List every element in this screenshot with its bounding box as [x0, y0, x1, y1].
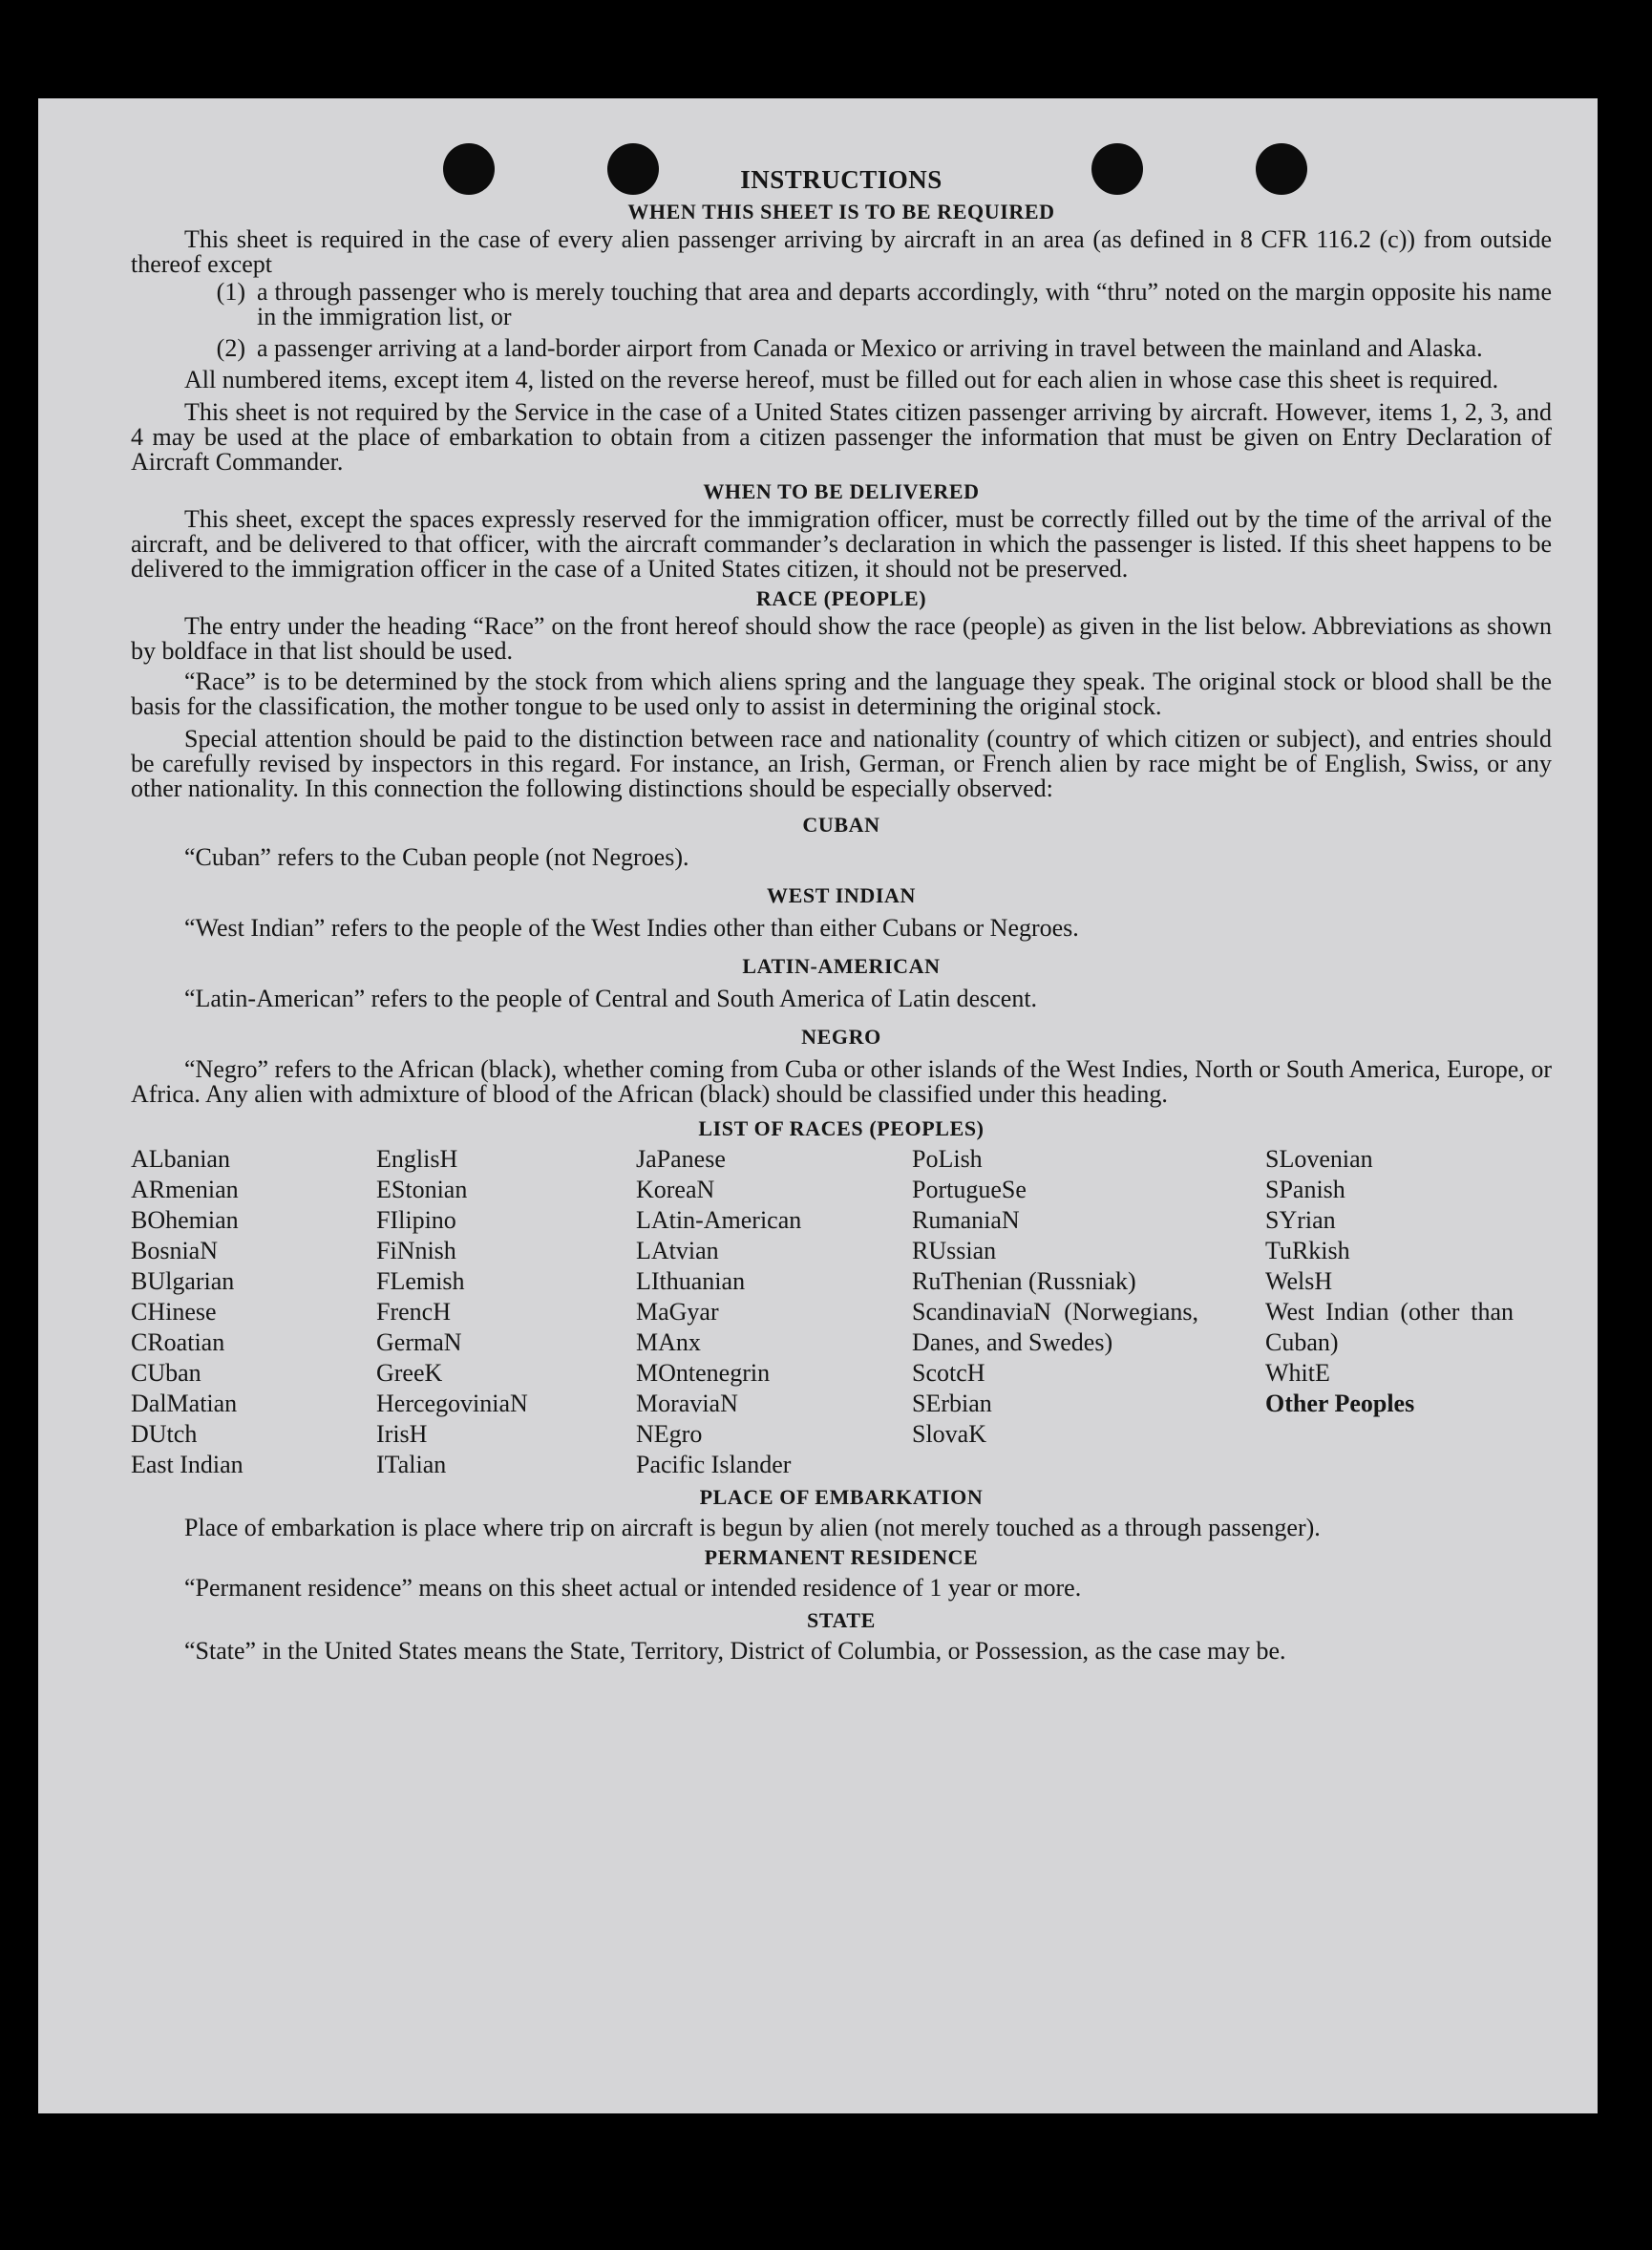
- race-column: [912, 1144, 1198, 1480]
- heading-west-indian: WEST INDIAN: [767, 883, 916, 907]
- heading-latin-american: LATIN-AMERICAN: [742, 954, 941, 978]
- race-entry: East Indian: [131, 1451, 244, 1478]
- race-entry: EStonian: [376, 1176, 468, 1203]
- race-entry: FrencH: [376, 1298, 451, 1326]
- item-text: a through passenger who is merely touching that area and departs accordingly, with “thru” noted on the margin opposite his name in the immigration list, or: [257, 278, 1552, 330]
- instructions-body: [131, 165, 1552, 1666]
- heading-residence: PERMANENT RESIDENCE: [704, 1545, 979, 1569]
- race-entry: CHinese: [131, 1298, 217, 1326]
- race-entry: NEgro: [636, 1420, 703, 1448]
- numbered-item: [131, 280, 1552, 329]
- race-entry: HercegoviniaN: [376, 1390, 528, 1417]
- race-entry: PoLish: [912, 1145, 983, 1173]
- race-entry: CRoatian: [131, 1328, 225, 1356]
- race-entry: ALbanian: [131, 1145, 230, 1173]
- paragraph-embarkation: Place of embarkation is place where trip on aircraft is begun by alien (not merely touched as a through passenger).: [184, 1514, 1321, 1541]
- race-column: [131, 1144, 376, 1480]
- race-entry: GreeK: [376, 1359, 443, 1387]
- race-entry: LAtvian: [636, 1237, 719, 1264]
- race-entry: CUban: [131, 1359, 201, 1387]
- race-entry: MAnx: [636, 1328, 701, 1356]
- item-text: a passenger arriving at a land-border airport from Canada or Mexico or arriving in travel between the mainland and Alaska.: [257, 334, 1483, 362]
- paragraph-delivered: This sheet, except the spaces expressly reserved for the immigration officer, must be correctly filled out by the time of the arrival of the aircraft, and be delivered to that officer, with the aircraft commander’s declaration in which the passenger is listed. If this sheet happens to be delivered to the immigration officer in the case of a United States citizen, it should not be preserved.: [131, 505, 1552, 583]
- race-entry: Other Peoples: [1265, 1390, 1415, 1417]
- paragraph-required-intro: This sheet is required in the case of every alien passenger arriving by aircraft in an area (as defined in 8 CFR 116.2 (c)) from outside thereof except: [131, 225, 1552, 278]
- document-page: [38, 98, 1598, 2113]
- race-entry: SlovaK: [912, 1420, 986, 1448]
- race-entry: JaPanese: [636, 1145, 726, 1173]
- race-entry: EnglisH: [376, 1145, 458, 1173]
- item-number: (1): [216, 278, 245, 306]
- race-entry: WhitE: [1265, 1359, 1330, 1387]
- race-entry: PortugueSe: [912, 1176, 1027, 1203]
- race-entry: MOntenegrin: [636, 1359, 771, 1387]
- paragraph-residence: “Permanent residence” means on this sheet actual or intended residence of 1 year or more.: [184, 1574, 1082, 1602]
- heading-negro: NEGRO: [801, 1025, 881, 1049]
- race-entry: RumaniaN: [912, 1206, 1020, 1234]
- race-entry: MoraviaN: [636, 1390, 738, 1417]
- race-column: [376, 1144, 636, 1480]
- race-entry: Pacific Islander: [636, 1451, 792, 1478]
- race-entry: DalMatian: [131, 1390, 238, 1417]
- race-entry: ScandinaviaN (Norwegians, Danes, and Swedes): [912, 1298, 1198, 1356]
- heading-cuban: CUBAN: [802, 813, 880, 837]
- heading-delivered: WHEN TO BE DELIVERED: [703, 479, 980, 503]
- paragraph-numbered-items: All numbered items, except item 4, listed on the reverse hereof, must be filled out for each alien in whose case this sheet is required.: [184, 366, 1499, 393]
- race-list: [131, 1144, 1552, 1480]
- race-entry: LIthuanian: [636, 1267, 746, 1295]
- paragraph-cuban: “Cuban” refers to the Cuban people (not Negroes).: [184, 843, 689, 871]
- race-entry: BosniaN: [131, 1237, 218, 1264]
- race-entry: BUlgarian: [131, 1267, 235, 1295]
- race-entry: WelsH: [1265, 1267, 1333, 1295]
- race-entry: FLemish: [376, 1267, 465, 1295]
- race-entry: SPanish: [1265, 1176, 1345, 1203]
- race-entry: ITalian: [376, 1451, 447, 1478]
- page-title: INSTRUCTIONS: [740, 165, 942, 194]
- item-number: (2): [216, 334, 245, 362]
- race-entry: LAtin-American: [636, 1206, 802, 1234]
- race-entry: FiNnish: [376, 1237, 456, 1264]
- race-column: [636, 1144, 912, 1480]
- race-entry: SLovenian: [1265, 1145, 1373, 1173]
- paragraph-latin-american: “Latin-American” refers to the people of Central and South America of Latin descent.: [184, 985, 1038, 1012]
- race-entry: ARmenian: [131, 1176, 239, 1203]
- race-entry: IrisH: [376, 1420, 428, 1448]
- heading-embarkation: PLACE OF EMBARKATION: [699, 1485, 984, 1509]
- race-entry: GermaN: [376, 1328, 462, 1356]
- paragraph-negro: “Negro” refers to the African (black), whether coming from Cuba or other islands of the West Indies, North or South America, Europe, or Africa. Any alien with admixture of blood of the African (black) should be classified under this heading.: [131, 1055, 1552, 1108]
- race-entry: ScotcH: [912, 1359, 985, 1387]
- race-entry: RUssian: [912, 1237, 997, 1264]
- race-entry: DUtch: [131, 1420, 198, 1448]
- race-entry: SYrian: [1265, 1206, 1336, 1234]
- paragraph-citizen: This sheet is not required by the Service in the case of a United States citizen passenger arriving by aircraft. However, items 1, 2, 3, and 4 may be used at the place of embarkation to obtain from a citizen passenger the information that must be given on Entry Declaration of Aircraft Commander.: [131, 398, 1552, 476]
- race-entry: SErbian: [912, 1390, 992, 1417]
- race-entry: MaGyar: [636, 1298, 719, 1326]
- race-column: [1265, 1144, 1514, 1480]
- race-entry: FIlipino: [376, 1206, 456, 1234]
- heading-required: WHEN THIS SHEET IS TO BE REQUIRED: [627, 200, 1055, 223]
- numbered-item: [131, 336, 1552, 361]
- race-entry: BOhemian: [131, 1206, 239, 1234]
- paragraph-west-indian: “West Indian” refers to the people of the West Indies other than either Cubans or Negroes.: [184, 914, 1079, 942]
- paragraph-race-3: Special attention should be paid to the distinction between race and nationality (country of which citizen or subject), and entries should be carefully revised by inspectors in this regard. For instance, an Irish, German, or French alien by race might be of English, Swiss, or any other nationality. In this connection the following distinctions should be especially observed:: [131, 725, 1552, 802]
- paragraph-race-2: “Race” is to be determined by the stock from which aliens spring and the language they speak. The original stock or blood shall be the basis for the classification, the mother tongue to be used only to assist in determining the original stock.: [131, 668, 1552, 720]
- heading-list-of-races: LIST OF RACES (PEOPLES): [698, 1116, 985, 1140]
- paragraph-race-1: The entry under the heading “Race” on the front hereof should show the race (people) as given in the list below. Abbreviations as shown by boldface in that list should be used.: [131, 612, 1552, 665]
- race-entry: TuRkish: [1265, 1237, 1350, 1264]
- race-entry: KoreaN: [636, 1176, 715, 1203]
- race-entry: RuThenian (Russniak): [912, 1267, 1136, 1295]
- heading-state: STATE: [807, 1608, 876, 1632]
- paragraph-state: “State” in the United States means the State, Territory, District of Columbia, or Possession, as the case may be.: [184, 1637, 1286, 1665]
- heading-race: RACE (PEOPLE): [755, 586, 927, 610]
- race-entry: West Indian (other than Cuban): [1265, 1298, 1514, 1356]
